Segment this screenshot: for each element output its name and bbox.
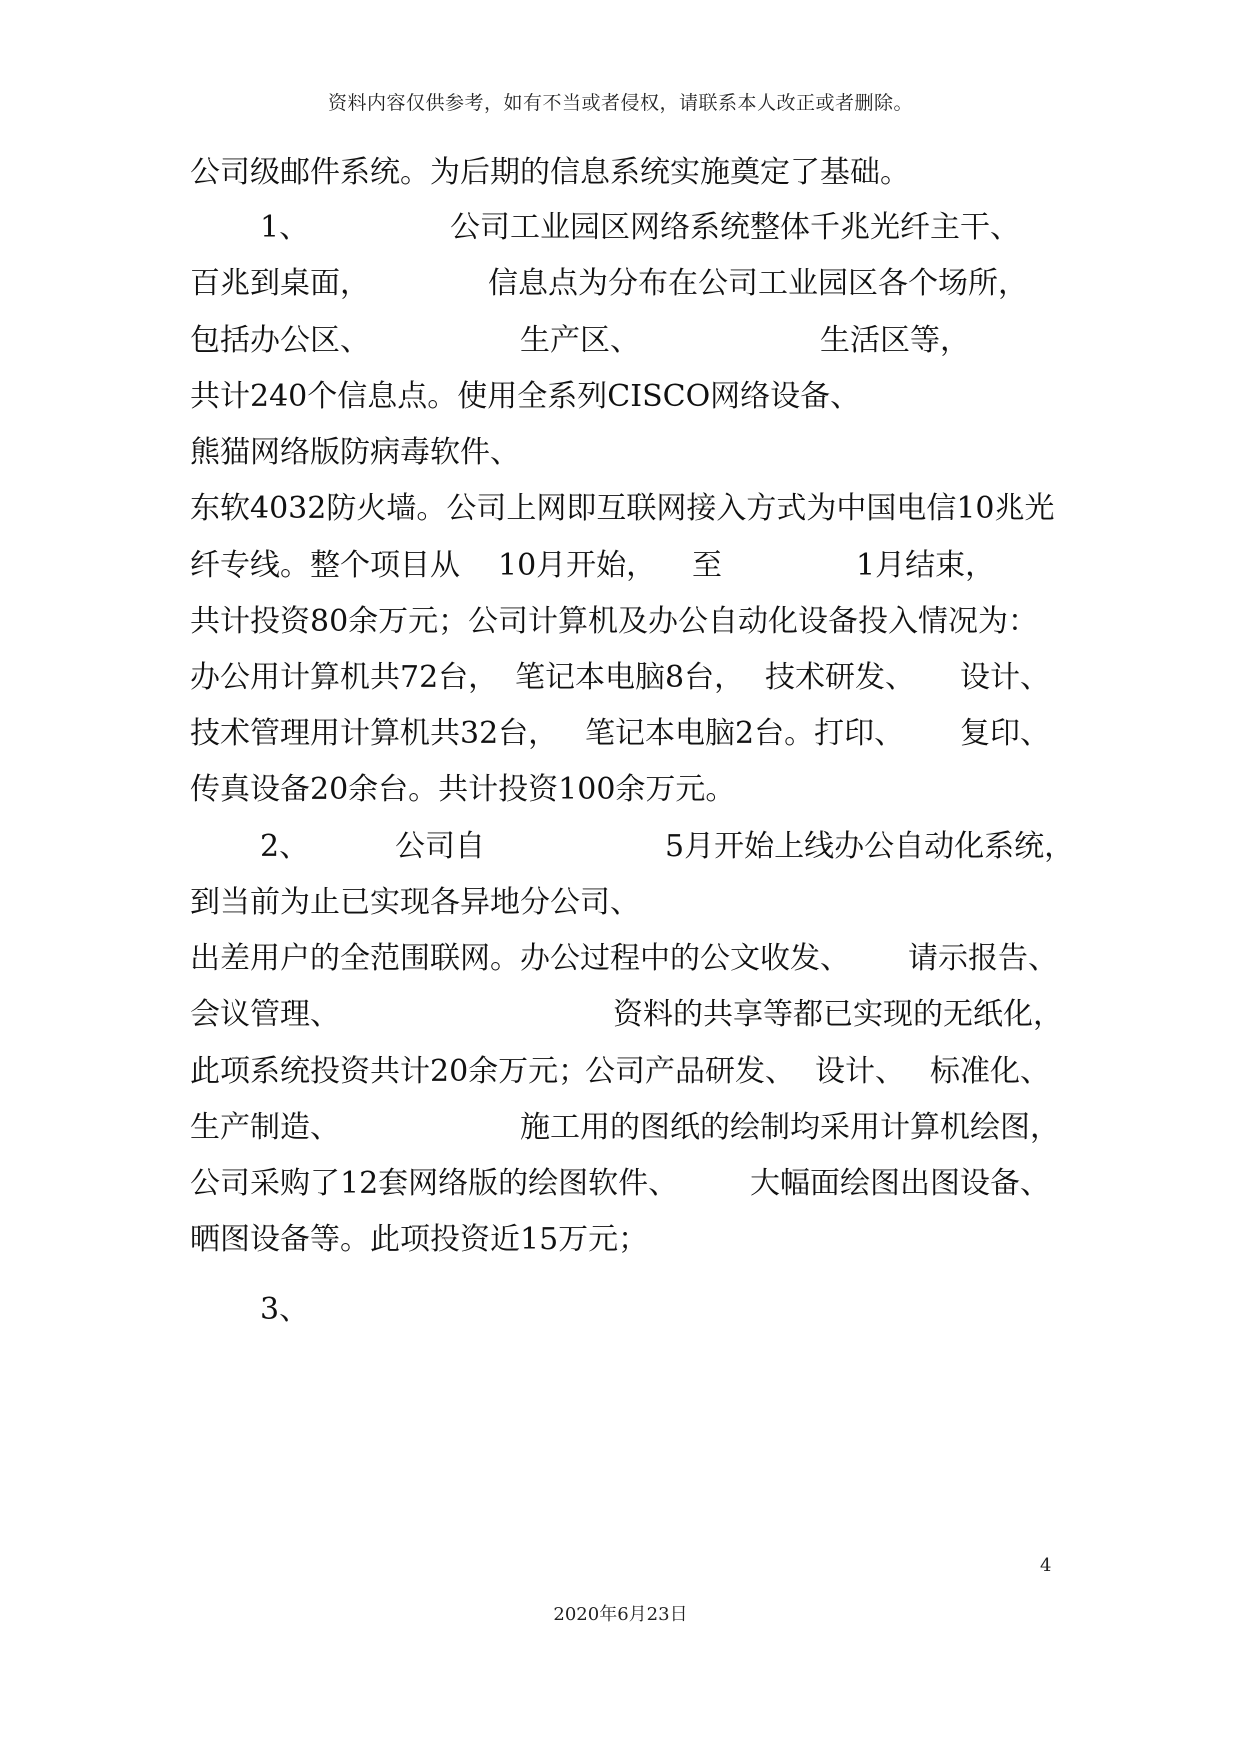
text-segment: 公司产品研发、 [585, 1054, 795, 1089]
text-segment: 晒图设备等。此项投资近15万元； [190, 1222, 649, 1257]
text-segment: 传真设备20余台。共计投资100余万元。 [190, 772, 736, 807]
paragraph-line-12 [190, 770, 1050, 810]
text-segment: 生活区等， [820, 323, 970, 358]
paragraph-line-2 [190, 208, 1050, 248]
text-segment: 熊猫网络版防病毒软件、 [190, 435, 520, 470]
paragraph-line-9 [190, 602, 1050, 642]
text-segment: 技术研发、 [765, 660, 915, 695]
paragraph-line-11 [190, 714, 1050, 754]
text-segment: 施工用的图纸的绘制均采用计算机绘图， [520, 1110, 1060, 1145]
paragraph-line-15 [190, 939, 1058, 979]
text-segment: 至 [692, 548, 722, 583]
paragraph-line-1 [190, 153, 1050, 193]
text-segment: 请示报告、 [908, 941, 1058, 976]
paragraph-line-6 [190, 433, 1050, 473]
text-segment: 此项系统投资共计20余万元； [190, 1054, 589, 1089]
text-segment: 会议管理、 [190, 997, 340, 1032]
text-segment: 设计、 [815, 1054, 905, 1089]
text-segment: 笔记本电脑8台， [515, 660, 745, 695]
text-segment: 标准化、 [930, 1054, 1050, 1089]
text-segment: 公司采购了12套网络版的绘图软件、 [190, 1166, 679, 1201]
text-segment: 出差用户的全范围联网。办公过程中的公文收发、 [190, 941, 850, 976]
text-segment: 办公用计算机共72台， [190, 660, 499, 695]
paragraph-line-17 [190, 1052, 1050, 1092]
disclaimer-header: 资料内容仅供参考，如有不当或者侵权，请联系本人改正或者删除。 [327, 92, 913, 114]
paragraph-line-18 [190, 1108, 1060, 1148]
page-number: 4 [1040, 1555, 1052, 1576]
text-segment: 生产制造、 [190, 1110, 340, 1145]
paragraph-line-14 [190, 883, 1050, 923]
paragraph-line-19 [190, 1164, 1050, 1204]
text-segment: 5月开始上线办公自动化系统， [665, 829, 1075, 864]
paragraph-line-10 [190, 658, 1050, 698]
paragraph-line-5 [190, 377, 1050, 417]
text-segment: 到当前为止已实现各异地分公司、 [190, 885, 640, 920]
paragraph-line-16 [190, 995, 1063, 1035]
text-segment: 公司级邮件系统。为后期的信息系统实施奠定了基础。 [190, 155, 910, 190]
list-number: 3、 [260, 1292, 310, 1327]
text-segment: 生产区、 [520, 323, 640, 358]
footer-date: 2020年6月23日 [553, 1604, 688, 1625]
list-number: 1、 [260, 210, 310, 245]
list-number: 2、 [260, 829, 310, 864]
paragraph-line-21 [190, 1290, 1050, 1330]
text-segment: 信息点为分布在公司工业园区各个场所， [488, 266, 1028, 301]
text-segment: 1月结束， [856, 548, 996, 583]
paragraph-line-13 [190, 827, 1075, 867]
text-segment: 公司工业园区网络系统整体千兆光纤主干、 [450, 210, 1020, 245]
text-segment: 设计、 [960, 660, 1050, 695]
text-segment: 笔记本电脑2台。打印、 [585, 716, 905, 751]
paragraph-line-20 [190, 1220, 1050, 1260]
text-segment: 包括办公区、 [190, 323, 370, 358]
text-segment: 10月开始， [498, 548, 657, 583]
text-segment: 资料的共享等都已实现的无纸化， [613, 997, 1063, 1032]
text-segment: 大幅面绘图出图设备、 [750, 1166, 1050, 1201]
text-segment: 东软4032防火墙。公司上网即互联网接入方式为中国电信10兆光 [190, 491, 1055, 526]
text-segment: 公司自 [395, 829, 485, 864]
text-segment: 纤专线。整个项目从 [190, 548, 460, 583]
paragraph-line-8 [190, 546, 1050, 586]
text-segment: 技术管理用计算机共32台， [190, 716, 559, 751]
paragraph-line-4 [190, 321, 1050, 361]
paragraph-line-7 [190, 489, 1055, 529]
text-segment: 公司计算机及办公自动化设备投入情况为： [468, 604, 1038, 639]
text-segment: 复印、 [960, 716, 1050, 751]
text-segment: 共计240个信息点。使用全系列CISCO网络设备、 [190, 379, 861, 414]
text-segment: 百兆到桌面， [190, 266, 370, 301]
paragraph-line-3 [190, 264, 1050, 304]
text-segment: 共计投资80余万元； [190, 604, 469, 639]
